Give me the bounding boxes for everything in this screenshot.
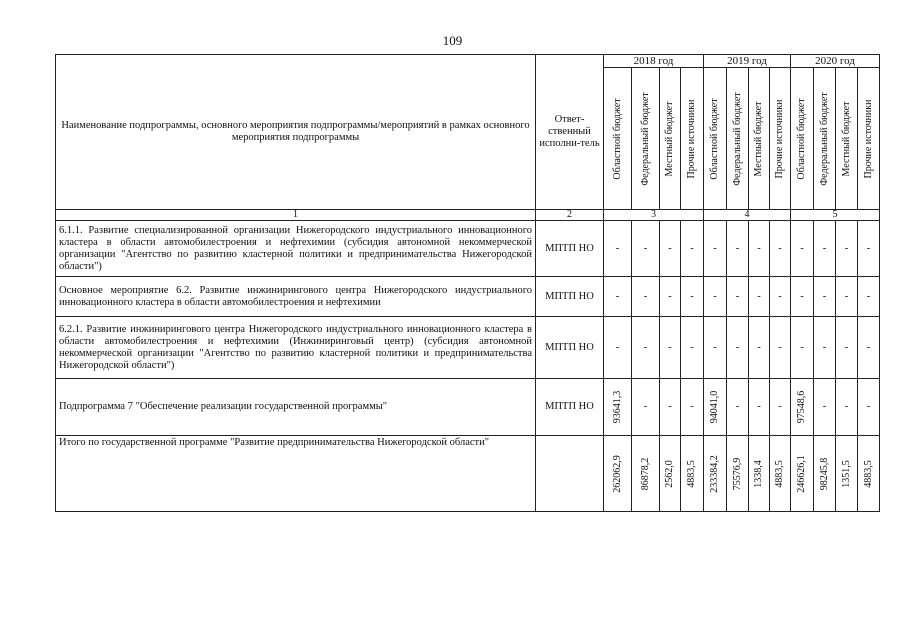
value-cell-empty: - — [770, 379, 791, 436]
value-cell-empty: - — [632, 277, 660, 317]
budget-source-header — [604, 68, 632, 210]
value-text: 75576,9 — [731, 457, 743, 490]
value-text: 97548,6 — [796, 390, 807, 424]
value-text: 93641,3 — [611, 390, 623, 424]
value-cell-empty: - — [814, 277, 836, 317]
value-cell-empty: - — [791, 277, 814, 317]
value-cell-empty: - — [836, 317, 858, 379]
value-cell-empty: - — [727, 221, 749, 277]
table-row — [56, 317, 880, 379]
value-cell — [632, 436, 660, 512]
value-text: 1351,5 — [840, 459, 852, 488]
budget-source-label: Местный бюджет — [753, 101, 764, 176]
budget-source-header — [858, 68, 880, 210]
value-text: 4883,5 — [774, 459, 785, 488]
row-name: Основное мероприятие 6.2. Развитие инжинирингового центра Нижегородского индустриального инновационного кластера в области автомобилестроения и нефтехимии — [56, 277, 536, 317]
value-text: 86878,2 — [639, 457, 651, 490]
budget-source-label: Прочие источники — [686, 99, 697, 178]
value-text: 262062,9 — [611, 454, 623, 493]
table-row — [56, 221, 880, 277]
value-cell-empty: - — [704, 277, 727, 317]
row-executor: МПТП НО — [536, 379, 604, 436]
value-cell-empty: - — [858, 221, 880, 277]
value-text: 2562,0 — [664, 459, 675, 488]
value-text: 98245,8 — [818, 457, 830, 490]
value-cell-empty: - — [858, 379, 880, 436]
name-column-header: Наименование подпрограммы, основного мероприятия подпрограммы/мероприятий в рамках основного мероприятия подпрограммы — [56, 55, 536, 210]
value-text: 233384,2 — [709, 454, 720, 493]
row-executor: МПТП НО — [536, 277, 604, 317]
budget-source-label: Прочие источники — [774, 99, 785, 178]
header-row-years — [56, 55, 880, 68]
budget-source-header — [681, 68, 704, 210]
budget-source-label: Областной бюджет — [709, 97, 720, 180]
value-cell-empty: - — [858, 317, 880, 379]
year-2020-header: 2020 год — [791, 55, 880, 68]
budget-source-header — [791, 68, 814, 210]
value-cell — [660, 436, 681, 512]
col-number: 2 — [536, 210, 604, 221]
budget-source-header — [770, 68, 791, 210]
row-executor: МПТП НО — [536, 221, 604, 277]
budget-source-label: Федеральный бюджет — [639, 91, 651, 186]
value-cell-empty: - — [836, 277, 858, 317]
page-number: 109 — [442, 33, 463, 48]
budget-source-header — [727, 68, 749, 210]
row-executor: МПТП НО — [536, 317, 604, 379]
value-cell — [858, 436, 880, 512]
value-cell-empty: - — [681, 221, 704, 277]
budget-table — [55, 54, 880, 512]
col-number: 5 — [791, 210, 880, 221]
value-cell-empty: - — [704, 317, 727, 379]
budget-source-label: Федеральный бюджет — [731, 91, 743, 186]
budget-source-label: Прочие источники — [862, 99, 874, 178]
value-cell-empty: - — [836, 379, 858, 436]
value-text: 4883,5 — [862, 459, 874, 488]
numbering-row — [56, 210, 880, 221]
value-cell-empty: - — [704, 221, 727, 277]
value-cell-empty: - — [727, 277, 749, 317]
value-cell-empty: - — [604, 277, 632, 317]
budget-source-label: Местный бюджет — [664, 101, 675, 176]
value-text: 94041,0 — [709, 390, 720, 424]
value-cell — [791, 436, 814, 512]
value-cell — [749, 436, 770, 512]
value-cell-empty: - — [604, 221, 632, 277]
budget-source-header — [632, 68, 660, 210]
value-cell-empty: - — [727, 379, 749, 436]
value-cell-empty: - — [749, 317, 770, 379]
budget-source-header — [749, 68, 770, 210]
value-cell-empty: - — [749, 379, 770, 436]
value-text: 1338,4 — [753, 459, 764, 488]
value-cell-empty: - — [814, 317, 836, 379]
value-cell-empty: - — [681, 379, 704, 436]
value-cell-empty: - — [749, 221, 770, 277]
value-cell-empty: - — [770, 317, 791, 379]
value-text: 246626,1 — [796, 454, 807, 493]
year-2019-header: 2019 год — [704, 55, 791, 68]
value-cell-empty: - — [660, 277, 681, 317]
value-cell-empty: - — [660, 317, 681, 379]
value-cell-empty: - — [858, 277, 880, 317]
budget-source-label: Областной бюджет — [611, 97, 623, 180]
value-cell-empty: - — [681, 277, 704, 317]
value-cell-empty: - — [604, 317, 632, 379]
value-cell — [791, 379, 814, 436]
table-row — [56, 277, 880, 317]
value-cell-empty: - — [836, 221, 858, 277]
value-cell-empty: - — [632, 379, 660, 436]
value-cell-empty: - — [660, 379, 681, 436]
budget-source-header — [660, 68, 681, 210]
row-name: Подпрограмма 7 "Обеспечение реализации государственной программы" — [56, 379, 536, 436]
col-number: 3 — [604, 210, 704, 221]
row-executor — [536, 436, 604, 512]
budget-source-header — [836, 68, 858, 210]
value-cell-empty: - — [727, 317, 749, 379]
year-2018-header: 2018 год — [604, 55, 704, 68]
budget-source-header — [814, 68, 836, 210]
value-cell — [814, 436, 836, 512]
value-cell-empty: - — [770, 221, 791, 277]
value-cell-empty: - — [814, 221, 836, 277]
value-cell-empty: - — [791, 317, 814, 379]
value-cell-empty: - — [632, 317, 660, 379]
value-cell-empty: - — [814, 379, 836, 436]
value-text: 4883,5 — [686, 459, 697, 488]
budget-source-header — [704, 68, 727, 210]
value-cell — [604, 379, 632, 436]
row-name: 6.2.1. Развитие инжинирингового центра Нижегородского индустриального инновационного кластера в области автомобилестроения и нефтехимии (Инжиниринговый центр) (субсидия автономной некоммерческой организации "Агентство по развитию кластерной политики и предпринимательства Нижегородской области") — [56, 317, 536, 379]
value-cell-empty: - — [681, 317, 704, 379]
value-cell-empty: - — [770, 277, 791, 317]
budget-source-label: Местный бюджет — [840, 101, 852, 176]
table-row — [56, 436, 880, 512]
budget-source-label: Федеральный бюджет — [818, 91, 830, 186]
row-name: 6.1.1. Развитие специализированной организации Нижегородского индустриального инновационного кластера в области автомобилестроения и нефтехимии (субсидия автономной некоммерческой организации "Агентство по развитию кластерной политики и предпринимательства Нижегородской области") — [56, 221, 536, 277]
value-cell-empty: - — [791, 221, 814, 277]
value-cell — [704, 379, 727, 436]
executor-column-header: Ответ-ственный исполни-тель — [536, 55, 604, 210]
value-cell-empty: - — [660, 221, 681, 277]
value-cell — [704, 436, 727, 512]
value-cell — [836, 436, 858, 512]
col-number: 4 — [704, 210, 791, 221]
value-cell — [727, 436, 749, 512]
col-number: 1 — [56, 210, 536, 221]
value-cell — [681, 436, 704, 512]
value-cell — [770, 436, 791, 512]
value-cell-empty: - — [749, 277, 770, 317]
table-row — [56, 379, 880, 436]
row-name: Итого по государственной программе "Развитие предпринимательства Нижегородской области" — [56, 436, 536, 512]
value-cell-empty: - — [632, 221, 660, 277]
budget-source-label: Областной бюджет — [796, 97, 807, 180]
value-cell — [604, 436, 632, 512]
